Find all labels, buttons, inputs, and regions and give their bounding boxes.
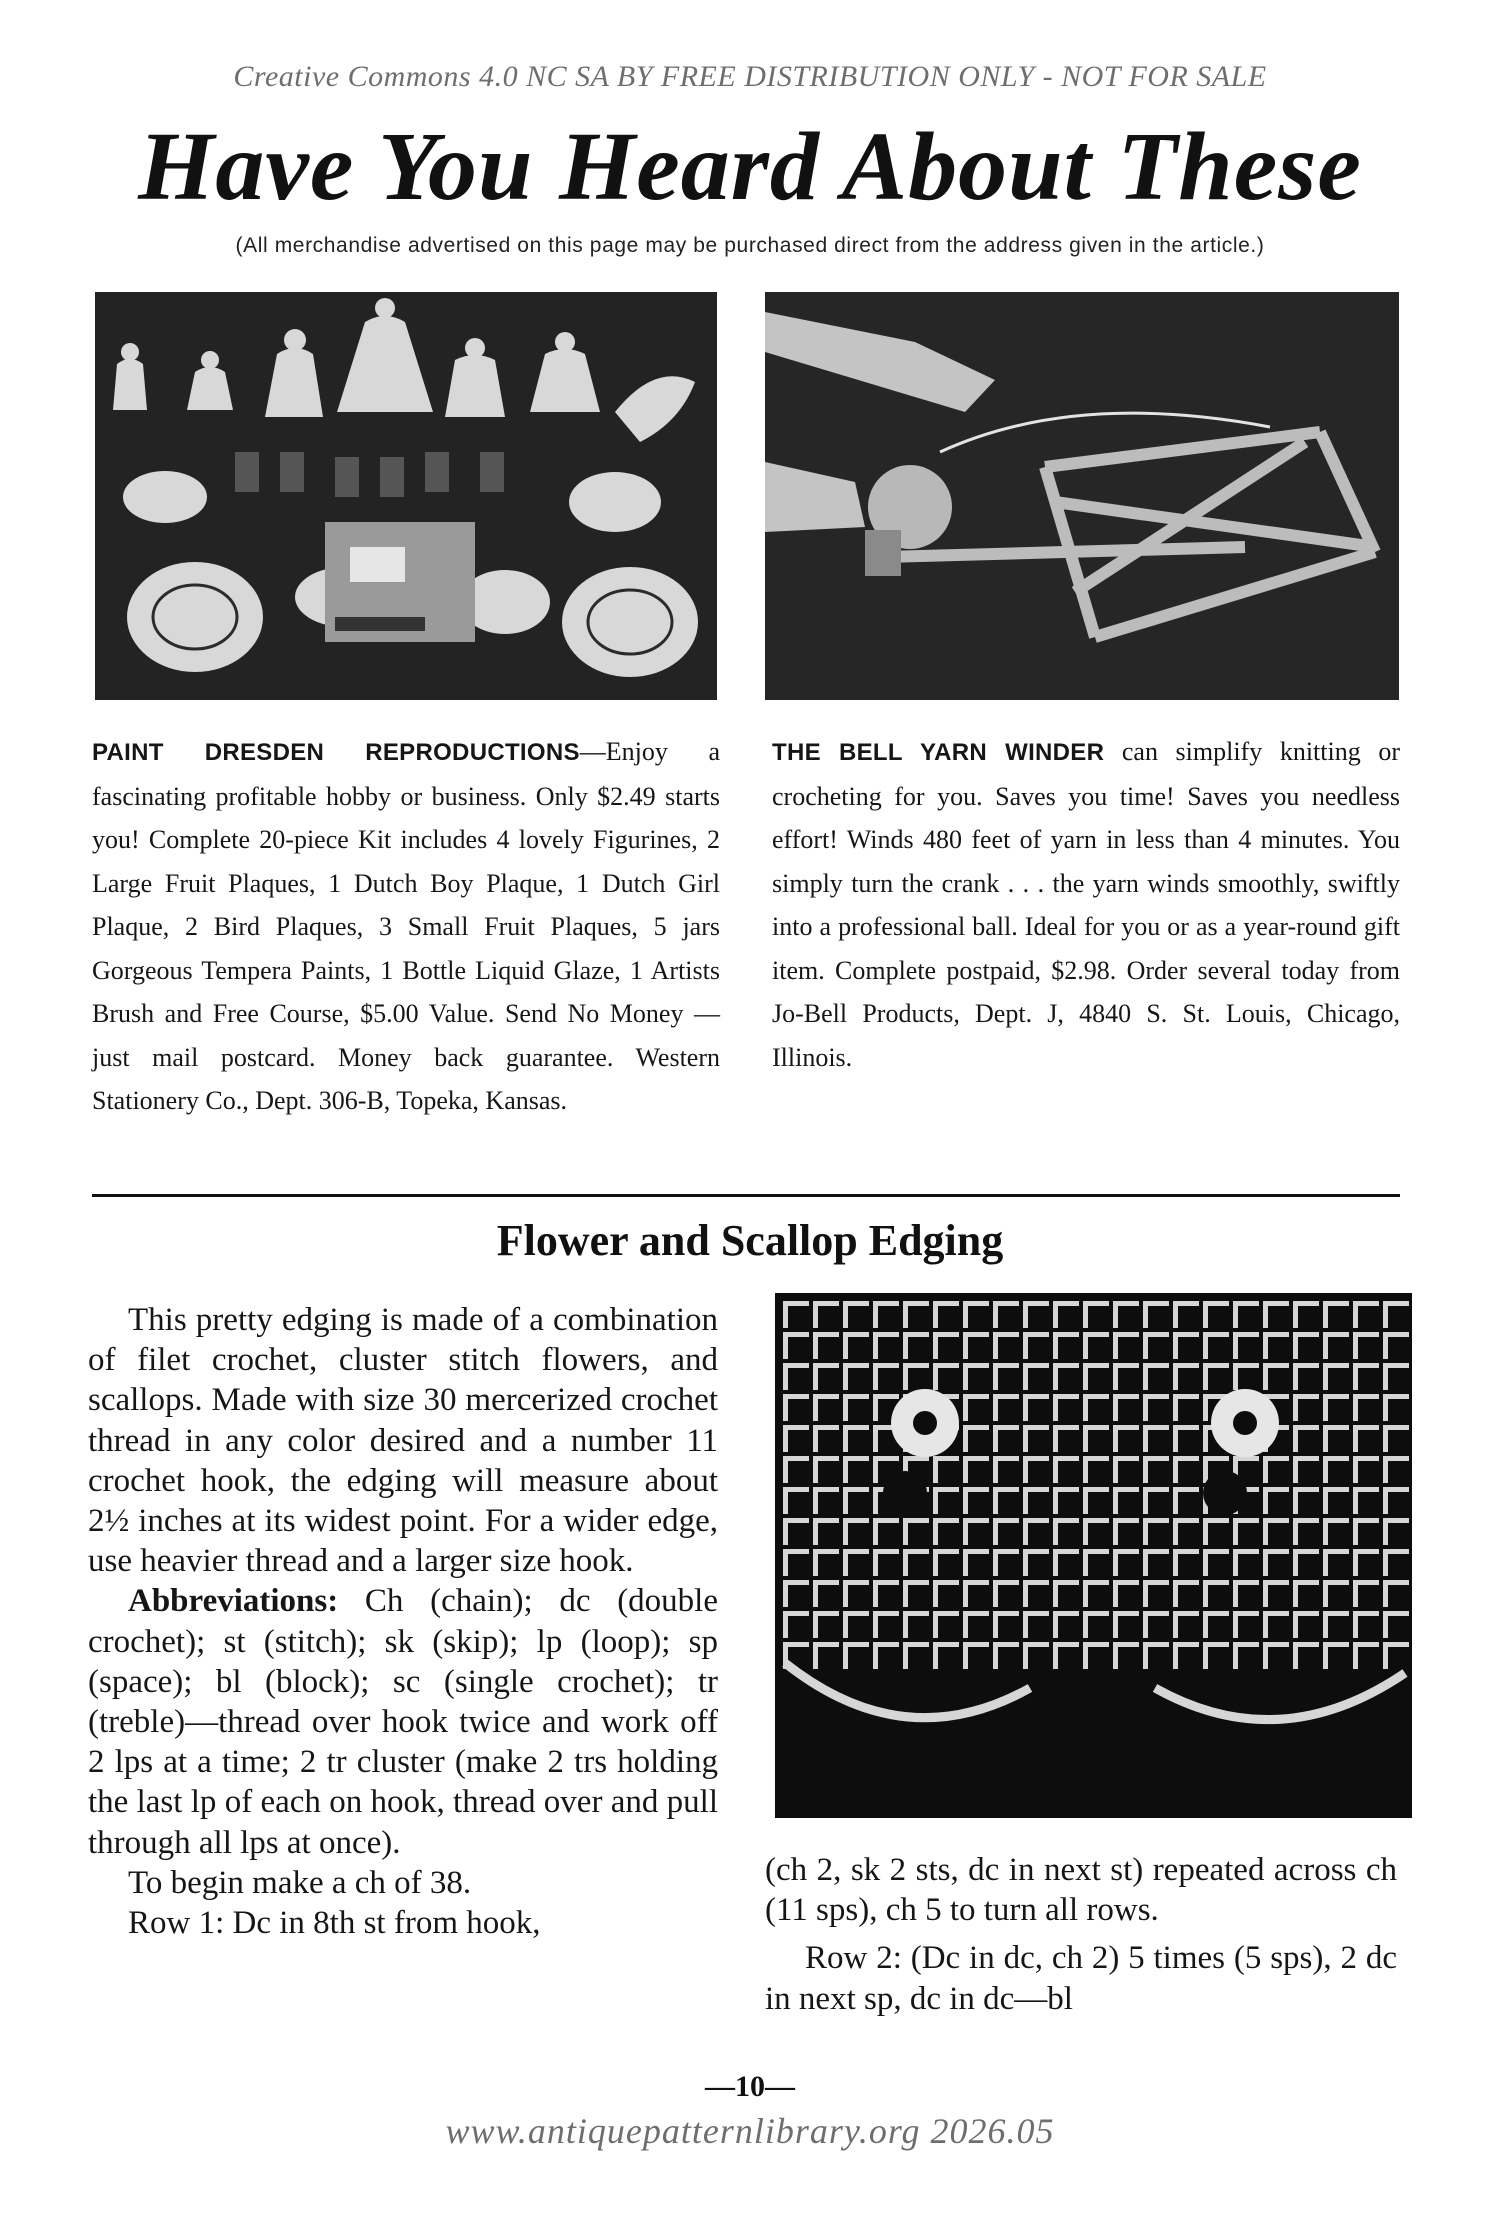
edging-photo [775,1293,1412,1818]
row1-instruction: Row 1: Dc in 8th st from hook, [128,1905,541,1942]
row2-instruction: Row 2: (Dc in dc, ch 2) 5 times (5 sps), 2 dc in next sp, dc in dc—bl [765,1940,1397,2017]
dresden-ad-body: —Enjoy a fascinating profitable hobby or business. Only $2.49 starts you! Complete 20-piece Kit includes 4 lovely Figurines, 2 Large Fruit Plaques, 1 Dutch Boy Plaque, 1 Dutch Girl Plaque, 2 Bird Plaques, 3 Small Fruit Plaques, 5 jars Gorgeous Tempera Paints, 1 Bottle Liquid Glaze, 1 Artists Brush and Free Course, $5.00 Value. Send No Money — just mail postcard. Money back guarantee. Western Stationery Co., Dept. 306-B, Topeka, Kansas. [92,737,720,1115]
page-number: —10— [705,2070,795,2103]
license-banner: Creative Commons 4.0 NC SA BY FREE DISTRIBUTION ONLY - NOT FOR SALE [233,60,1267,93]
yarn-winder-ad-body: can simplify knitting or crocheting for you. Saves you time! Saves you needless effort! Winds 480 feet of yarn in less than 4 minutes. You simply turn the crank . . . the yarn winds smoothly, swiftly into a professional ball. Ideal for you or as a year-round gift item. Complete postpaid, $2.98. Order several today from Jo-Bell Products, Dept. J, 4840 S. St. Louis, Chicago, Illinois. [772,737,1400,1072]
yarn-winder-photo [765,292,1399,700]
page-subhead: (All merchandise advertised on this page may be purchased direct from the address given in the article.) [235,234,1265,257]
intro-paragraph: This pretty edging is made of a combination of filet crochet, cluster stitch flowers, and scallops. Made with size 30 mercerized crochet thread in any color desired and a number 11 crochet hook, the edging will measure about 2½ inches at its widest point. For a wider edge, use heavier thread and a larger size hook. [88,1302,718,1580]
yarn-winder-ad [772,730,1400,1079]
page-headline: Have You Heard About These [138,113,1362,221]
edging-illustration [775,1293,1412,1818]
dresden-kit-photo [95,292,717,700]
dresden-kit-illustration [95,292,717,700]
abbreviations-label: Abbreviations: [128,1583,339,1620]
footer-url: www.antiquepatternlibrary.org 2026.05 [445,2111,1055,2151]
yarn-winder-illustration [765,292,1399,700]
dresden-ad [92,730,720,1123]
article-left-column [88,1300,718,1943]
dresden-ad-lead: PAINT DRESDEN REPRODUCTIONS [92,739,580,766]
abbreviations-paragraph [88,1581,718,1862]
article-right-column [765,1850,1397,2019]
section-divider [92,1194,1400,1197]
row1-continued: (ch 2, sk 2 sts, dc in next st) repeated across ch (11 sps), ch 5 to turn all rows. [765,1852,1397,1929]
yarn-winder-ad-lead: THE BELL YARN WINDER [772,739,1105,766]
begin-instruction: To begin make a ch of 38. [128,1864,472,1901]
abbreviations-text: Ch (chain); dc (double crochet); st (stitch); sk (skip); lp (loop); sp (space); bl (block); sc (single crochet); tr (treble)—thread over hook twice and work off 2 lps at a time; 2 tr cluster (make 2 trs holding the last lp of each on hook, thread over and pull through all lps at once). [88,1583,718,1861]
article-title: Flower and Scallop Edging [496,1216,1004,1265]
